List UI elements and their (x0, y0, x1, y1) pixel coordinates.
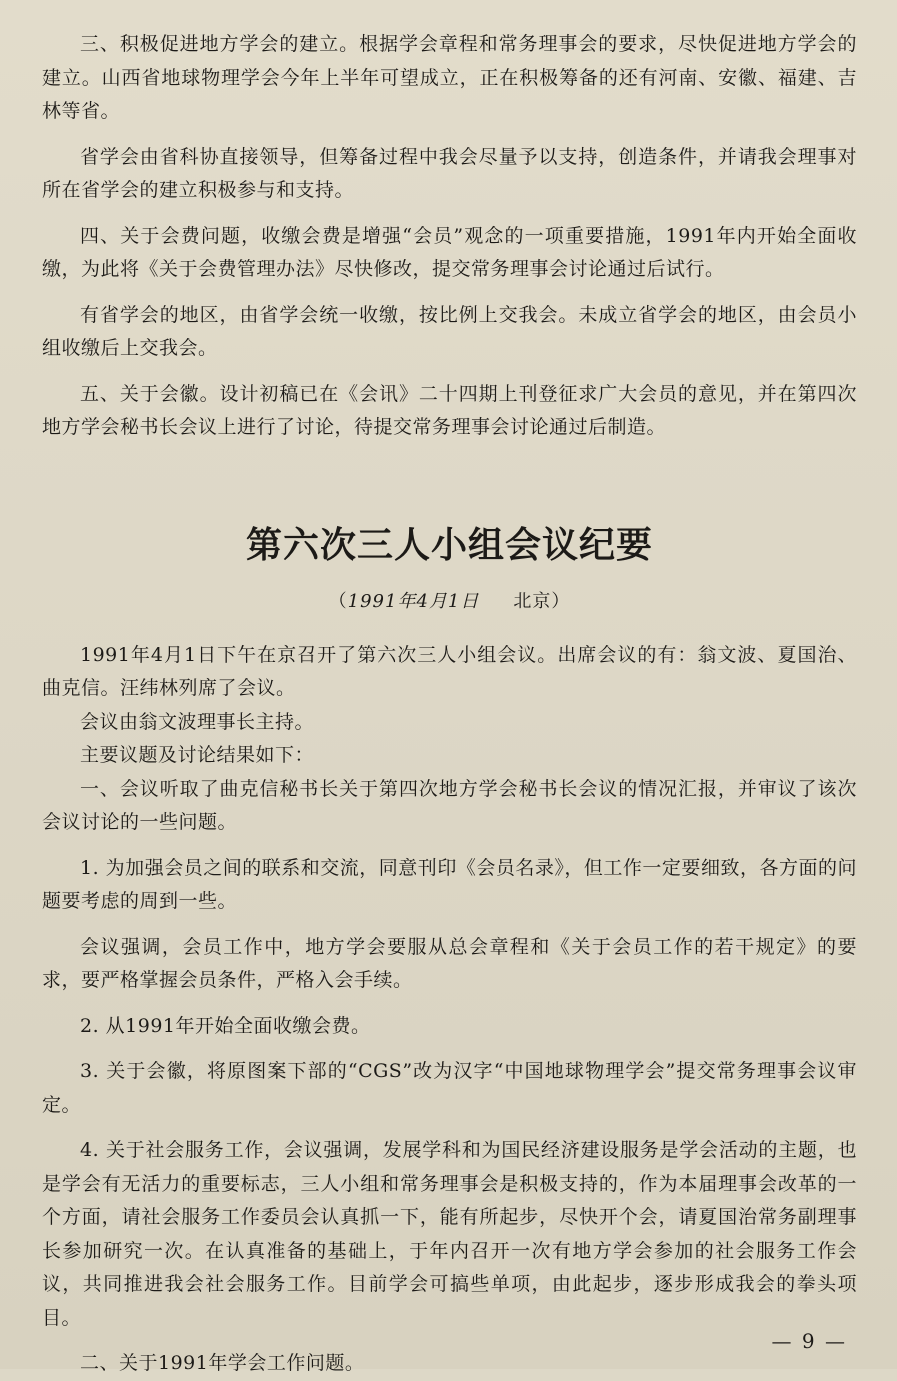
body-section (42, 639, 857, 1381)
document-title: 第六次三人小组会议纪要 (245, 523, 653, 566)
meeting-place: 北京 (513, 590, 552, 612)
paragraph: 有省学会的地区，由省学会统一收缴，按比例上交我会。未成立省学会的地区，由会员小组收缴后上交我会。 (42, 303, 857, 359)
paragraph: 五、关于会徽。设计初稿已在《会讯》二十四期上刊登征求广大会员的意见，并在第四次地方学会秘书长会议上进行了讨论，待提交常务理事会讨论通过后制造。 (42, 382, 857, 438)
paragraph: 省学会由省科协直接领导，但筹备过程中我会尽量予以支持，创造条件，并请我会理事对所在省学会的建立积极参与和支持。 (42, 145, 857, 201)
paragraph: 四、关于会费问题，收缴会费是增强“会员”观念的一项重要措施，1991年内开始全面收缴，为此将《关于会费管理办法》尽快修改，提交常务理事会讨论通过后试行。 (42, 224, 857, 280)
list-item: 2. 从1991年开始全面收缴会费。 (80, 1014, 371, 1037)
paragraph: 二、关于1991年学会工作问题。 (80, 1352, 365, 1374)
list-item: 3. 关于会徽，将原图案下部的“CGS”改为汉字“中国地球物理学会”提交常务理事会议审定。 (42, 1060, 857, 1116)
list-item: 1. 为加强会员之间的联系和交流，同意刊印《会员名录》，但工作一定要细致，各方面的问题要考虑的周到一些。 (42, 856, 857, 912)
paragraph: 会议由翁文波理事长主持。 (80, 710, 315, 733)
page-number: — 9 — (771, 1329, 847, 1353)
document-subtitle (42, 587, 857, 613)
open-paren: （ (328, 590, 348, 612)
paragraph: 一、会议听取了曲克信秘书长关于第四次地方学会秘书长会议的情况汇报，并审议了该次会议讨论的一些问题。 (42, 777, 857, 833)
paragraph: 主要议题及讨论结果如下： (80, 744, 315, 766)
top-section (42, 28, 857, 445)
paragraph: 会议强调，会员工作中，地方学会要服从总会章程和《关于会员工作的若干规定》的要求，要严格掌握会员条件，严格入会手续。 (42, 935, 857, 991)
close-paren: ） (551, 590, 571, 612)
meeting-date: 1991年4月1日 (347, 590, 480, 612)
paragraph: 1991年4月1日下午在京召开了第六次三人小组会议。出席会议的有：翁文波、夏国治、曲克信。汪纬林列席了会议。 (42, 643, 857, 699)
title-block (42, 523, 857, 613)
list-item: 4. 关于社会服务工作，会议强调，发展学科和为国民经济建设服务是学会活动的主题，也是学会有无活力的重要标志，三人小组和常务理事会是积极支持的，作为本届理事会改革的一个方面，请社会服务工作委员会认真抓一下，能有所起步，尽快开个会，请夏国治常务副理事长参加研究一次。在认真准备的基础上，于年内召开一次有地方学会参加的社会服务工作会议，共同推进我会社会服务工作。目前学会可搞些单项，由此起步，逐步形成我会的拳头项目。 (42, 1139, 857, 1329)
paragraph: 三、积极促进地方学会的建立。根据学会章程和常务理事会的要求，尽快促进地方学会的建立。山西省地球物理学会今年上半年可望成立，正在积极筹备的还有河南、安徽、福建、吉林等省。 (42, 33, 857, 122)
